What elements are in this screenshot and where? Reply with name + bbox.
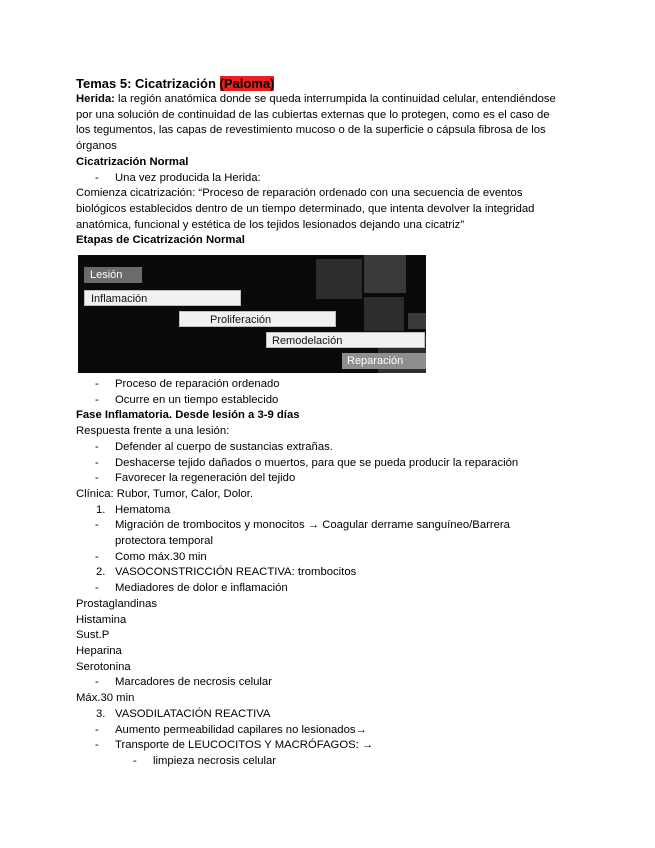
- respuesta-line: Respuesta frente a una lesión:: [76, 425, 230, 438]
- stage-remodelacion: Remodelación: [266, 332, 425, 348]
- diagram-bg-block: [364, 255, 406, 293]
- list-item: Serotonina: [76, 660, 131, 673]
- diagram-bg-block: [316, 259, 362, 299]
- bullet-item: - Aumento permeabilidad capilares no lesionados→: [95, 723, 367, 736]
- bullet-item: - Marcadores de necrosis celular: [95, 676, 272, 689]
- bullet-item: - Una vez producida la Herida:: [95, 171, 261, 184]
- bullet-item: - Defender al cuerpo de sustancias extrañas.: [95, 440, 333, 453]
- bullet-continuation: protectora temporal: [115, 535, 213, 548]
- title-highlight: (Paloma): [219, 76, 275, 91]
- bullet-item: - Ocurre en un tiempo establecido: [95, 393, 279, 406]
- sub-bullet-item: - limpieza necrosis celular: [133, 754, 277, 767]
- herida-line-4: órganos: [76, 140, 117, 153]
- stage-inflamacion: Inflamación: [84, 290, 241, 306]
- bullet-item: - Proceso de reparación ordenado: [95, 378, 280, 391]
- list-item: Prostaglandinas: [76, 597, 158, 610]
- bullet-item: - Mediadores de dolor e inflamación: [95, 582, 288, 595]
- numbered-item-3: 3. VASODILATACIÓN REACTIVA: [96, 707, 271, 720]
- list-item: Histamina: [76, 613, 127, 626]
- numbered-item-1: 1. Hematoma: [96, 503, 171, 516]
- herida-term: Herida:: [76, 93, 115, 105]
- list-item: Heparina: [76, 644, 122, 657]
- herida-line-2: por una solución de continuidad de las cubiertas externas que lo protegen, como es el caso de: [76, 108, 550, 121]
- section-heading-etapas: Etapas de Cicatrización Normal: [76, 234, 245, 247]
- stage-proliferacion: Proliferación: [179, 311, 336, 327]
- diagram-bg-block: [408, 313, 426, 329]
- clinica-line: Clínica: Rubor, Tumor, Calor, Dolor.: [76, 487, 254, 500]
- bullet-item: - Migración de trombocitos y monocitos → Coagular derrame sanguíneo/Barrera: [95, 519, 510, 532]
- page-title: [76, 76, 586, 92]
- section-heading-fase: Fase Inflamatoria. Desde lesión a 3-9 días: [76, 409, 300, 422]
- diagram-bg-block: [364, 297, 404, 331]
- definition-line-2: biológicos establecidos dentro de un tiempo determinado, que intenta devolver la integridad: [76, 202, 535, 215]
- title-text: Temas 5: Cicatrización: [76, 76, 220, 91]
- definition-line-3: anatómica, funcional y estética de los tejidos lesionados dejando una cicatriz”: [76, 218, 465, 231]
- stages-diagram: [78, 255, 426, 373]
- max-line: Máx.30 min: [76, 692, 135, 705]
- bullet-item: - Deshacerse tejido dañados o muertos, para que se pueda producir la reparación: [95, 456, 519, 469]
- stage-reparacion: Reparación: [342, 353, 426, 369]
- definition-line-1: Comienza cicatrización: “Proceso de reparación ordenado con una secuencia de eventos: [76, 187, 523, 200]
- list-item: Sust.P: [76, 629, 110, 642]
- section-heading-normal: Cicatrización Normal: [76, 155, 189, 168]
- numbered-item-2: 2. VASOCONSTRICCIÓN REACTIVA: trombocitos: [96, 566, 357, 579]
- bullet-item: - Transporte de LEUCOCITOS Y MACRÓFAGOS: →: [95, 739, 374, 752]
- stage-lesion: Lesión: [84, 267, 142, 283]
- herida-line-3: los tegumentos, las capas de revestimiento mucoso o de la superficie o cápsula fibrosa de los: [76, 124, 546, 137]
- herida-line-1: Herida: la región anatómica donde se queda interrumpida la continuidad celular, entendiéndose: [76, 93, 556, 105]
- bullet-item: - Favorecer la regeneración del tejido: [95, 472, 296, 485]
- document-content: [76, 76, 586, 770]
- bullet-item: - Como máx.30 min: [95, 550, 207, 563]
